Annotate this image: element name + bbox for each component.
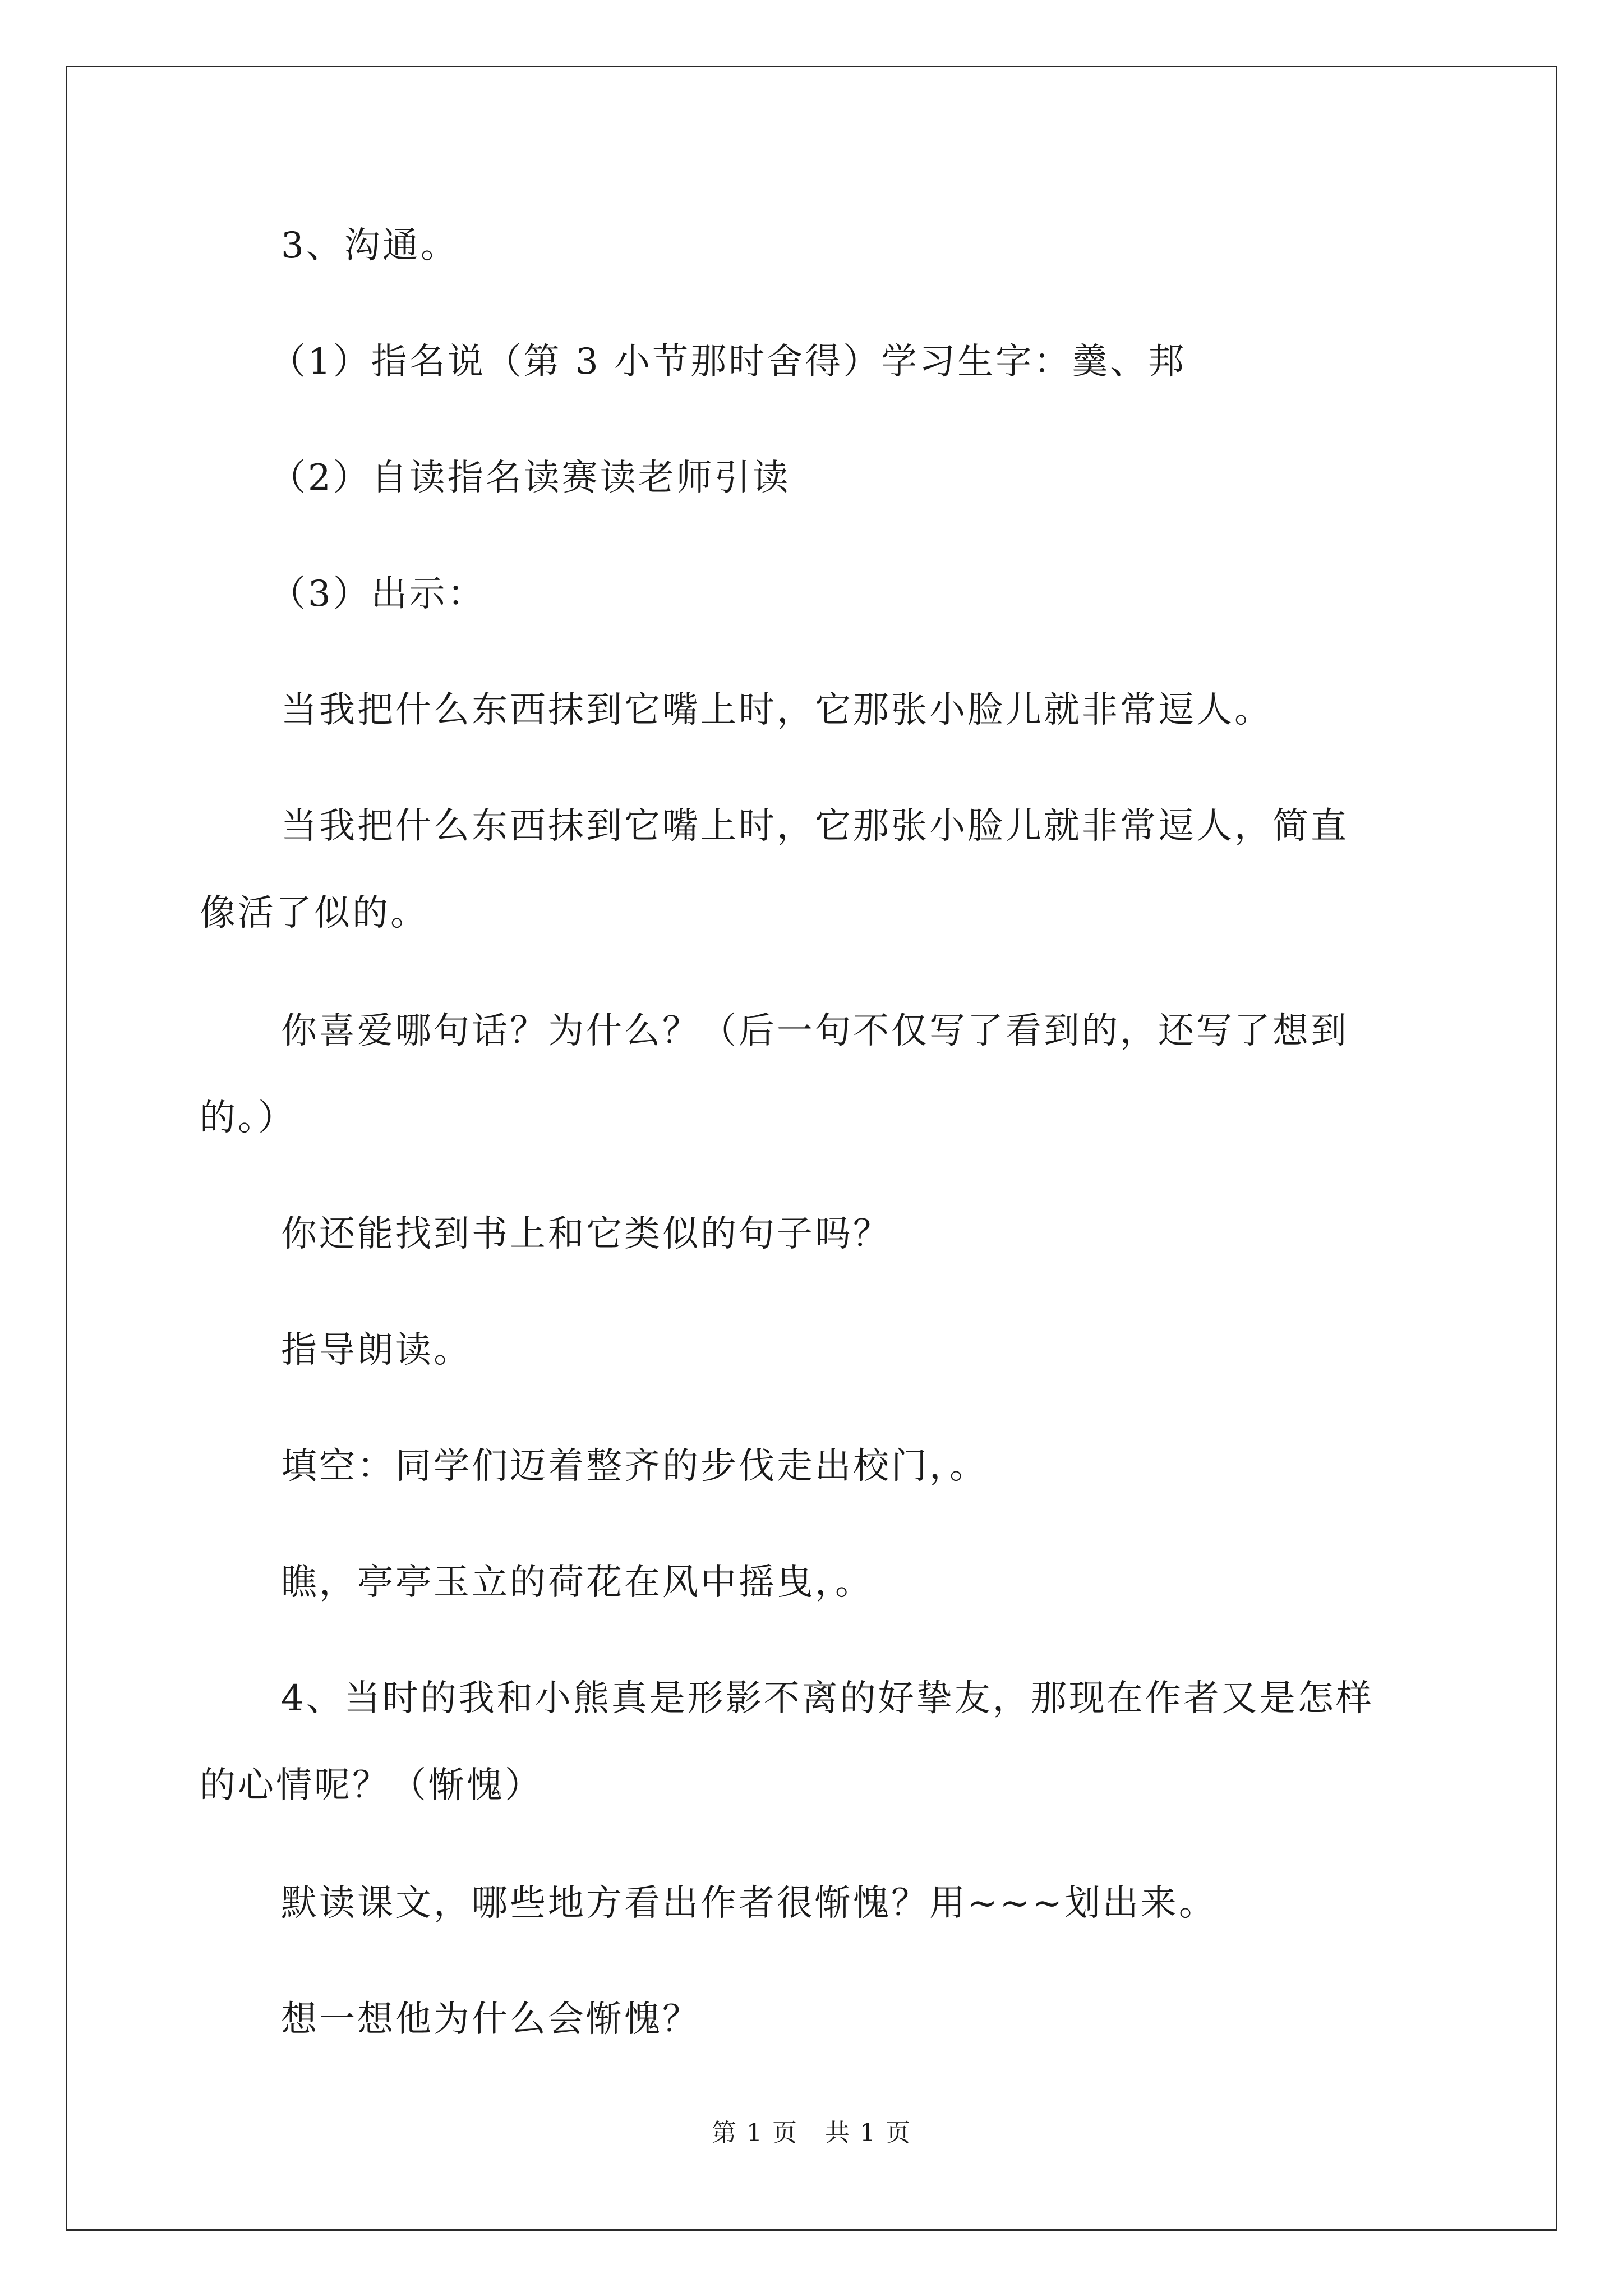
page-number-total: 共 1 页: [825, 2119, 911, 2147]
silent-reading-task: 默读课文，哪些地方看出作者很惭愧？用~~~划出来。: [281, 1883, 1217, 1924]
reflection-question: 想一想他为什么会惭愧？: [281, 1999, 700, 2040]
similar-sentence-question: 你还能找到书上和它类似的句子吗？: [281, 1213, 891, 1255]
fill-blank-2: 瞧，亭亭玉立的荷花在风中摇曳，。: [281, 1562, 873, 1603]
question-line-cont: 的。）: [200, 1097, 296, 1139]
paragraph-item-1: （1）指名说（第 3 小节那时舍得）学习生字：羹、邦: [270, 341, 1187, 383]
paragraph-step-4: 4、当时的我和小熊真是形影不离的好挚友，那现在作者又是怎样: [281, 1678, 1374, 1719]
example-sentence-2: 当我把什么东西抹到它嘴上时，它那张小脸儿就非常逗人，简直: [281, 806, 1349, 847]
fill-blank-1: 填空：同学们迈着整齐的步伐走出校门，。: [281, 1446, 988, 1487]
example-sentence-2-cont: 像活了似的。: [200, 892, 428, 934]
paragraph-item-3: （3）出示：: [270, 573, 486, 615]
paragraph-step-3: 3、沟通。: [281, 225, 459, 266]
page-footer: [0, 2118, 1623, 2149]
reading-guidance: 指导朗读。: [281, 1329, 472, 1371]
question-line: 你喜爱哪句话？为什么？（后一句不仅写了看到的，还写了想到: [281, 1010, 1349, 1052]
paragraph-item-2: （2）自读指名读赛读老师引读: [270, 457, 791, 499]
example-sentence-1: 当我把什么东西抹到它嘴上时，它那张小脸儿就非常逗人。: [281, 689, 1272, 731]
page-number-current: 第 1 页: [712, 2119, 798, 2147]
paragraph-step-4-cont: 的心情呢？（惭愧）: [200, 1765, 543, 1806]
